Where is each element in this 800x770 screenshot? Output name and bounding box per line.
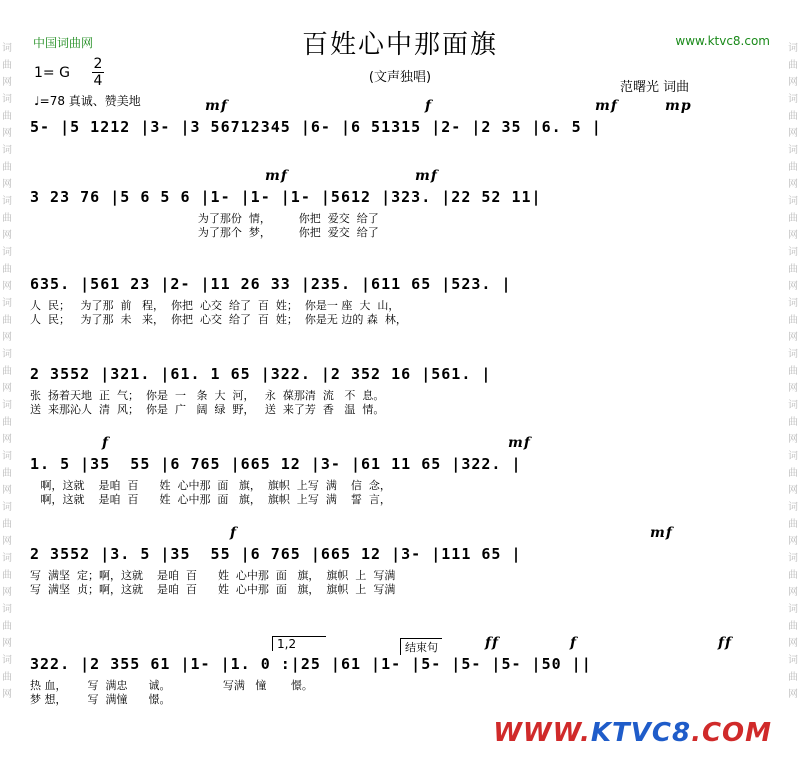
side-watermark-left: [0, 40, 14, 703]
notes-line: 5- |5 1212 |3- |3 56712345 |6- |6 51315 |2- |2 35 |6. 5 |: [30, 118, 602, 136]
side-char: 曲: [788, 111, 798, 122]
notes-line: 322. |2 355 61 |1- |1. 0 :|25 |61 |1- |5- |5- |5- |50 ||: [30, 655, 592, 673]
side-char: 曲: [788, 570, 798, 581]
lyric-line-2: 写 满坚 贞；啊，这就 是咱 百 姓 心中那 面 旗， 旗帜 上 写满: [30, 583, 396, 596]
side-char: 词: [2, 451, 12, 462]
side-char: 曲: [2, 672, 12, 683]
composer-credit: 范曙光 词曲: [620, 80, 690, 95]
side-char: 网: [788, 179, 798, 190]
side-char: 曲: [2, 60, 12, 71]
dynamic-mark: f: [570, 635, 578, 651]
side-char: 网: [2, 689, 12, 700]
side-char: 词: [788, 247, 798, 258]
song-title: 百姓心中那面旗: [301, 30, 498, 60]
side-char: 网: [2, 434, 12, 445]
side-char: 词: [788, 298, 798, 309]
side-char: 词: [788, 94, 798, 105]
notes-line: 3 23 76 |5 6 5 6 |1- |1- |1- |5612 |323. |22 52 11|: [30, 188, 542, 206]
dynamic-mark: mp: [665, 98, 692, 114]
site-name-left[interactable]: 中国词曲网: [33, 36, 94, 50]
side-char: 网: [788, 383, 798, 394]
lyric-line-1: 热 血， 写 满忠 诚。 写满 憧 憬。: [30, 679, 313, 692]
dynamic-mark: mf: [595, 98, 618, 114]
side-char: 曲: [788, 213, 798, 224]
tempo-marking: ♩=78 真诚、赞美地: [34, 94, 141, 108]
side-char: 网: [2, 281, 12, 292]
side-char: 曲: [2, 162, 12, 173]
song-subtitle: (文声独唱): [368, 70, 432, 85]
side-char: 网: [788, 536, 798, 547]
side-char: 词: [2, 247, 12, 258]
side-char: 曲: [788, 519, 798, 530]
side-char: 网: [788, 587, 798, 598]
lyric-line-2: 人 民； 为了那 未 来， 你把 心交 给了 百 姓； 你是无 边的 森 林，: [30, 313, 407, 326]
side-char: 网: [2, 587, 12, 598]
notes-line: 2 3552 |3. 5 |35 55 |6 765 |665 12 |3- |111 65 |: [30, 545, 522, 563]
lyric-line-1: 张 扬着天地 正 气； 你是 一 条 大 河， 永 葆那清 流 不 息。: [30, 389, 385, 402]
dynamic-mark: mf: [205, 98, 228, 114]
time-bottom: 4: [93, 73, 103, 89]
dynamic-mark: f: [230, 525, 238, 541]
side-char: 曲: [788, 264, 798, 275]
key-signature: 1= G: [34, 65, 70, 81]
lyric-line-2: 梦 想， 写 满憧 憬。: [30, 693, 171, 706]
lyric-line-2: 为了那个 梦， 你把 爱交 给了: [30, 226, 379, 239]
side-char: 词: [2, 604, 12, 615]
side-char: 词: [788, 400, 798, 411]
side-char: 网: [2, 179, 12, 190]
side-watermark-right: [786, 40, 800, 703]
side-char: 曲: [788, 417, 798, 428]
dynamic-mark: ff: [485, 635, 500, 651]
side-char: 词: [2, 145, 12, 156]
side-char: 词: [788, 43, 798, 54]
side-char: 网: [788, 434, 798, 445]
time-signature: [92, 56, 104, 89]
notes-line: 2 3552 |321. |61. 1 65 |322. |2 352 16 |561. |: [30, 365, 492, 383]
lyric-line-2: 啊，这就 是咱 百 姓 心中那 面 旗， 旗帜 上写 满 誓 言，: [30, 493, 391, 506]
side-char: 曲: [2, 570, 12, 581]
side-char: 词: [2, 655, 12, 666]
side-char: 曲: [2, 519, 12, 530]
time-top: 2: [93, 56, 103, 72]
ending-mark: 结束句: [400, 638, 442, 655]
side-char: 曲: [2, 417, 12, 428]
side-char: 词: [2, 553, 12, 564]
side-char: 网: [2, 230, 12, 241]
dynamic-mark: mf: [508, 435, 531, 451]
side-char: 网: [2, 128, 12, 139]
side-char: 曲: [2, 213, 12, 224]
dynamic-mark: mf: [415, 168, 438, 184]
side-char: 词: [788, 553, 798, 564]
side-char: 曲: [788, 468, 798, 479]
volta-mark: 1,2: [272, 636, 326, 651]
dynamic-mark: ff: [718, 635, 733, 651]
side-char: 网: [2, 77, 12, 88]
side-char: 网: [788, 128, 798, 139]
side-char: 词: [788, 196, 798, 207]
lyric-line-1: 人 民； 为了那 前 程， 你把 心交 给了 百 姓； 你是一 座 大 山，: [30, 299, 400, 312]
dynamic-mark: f: [425, 98, 433, 114]
side-char: 词: [2, 298, 12, 309]
side-char: 网: [2, 638, 12, 649]
lyric-line-1: 为了那份 情， 你把 爱交 给了: [30, 212, 379, 225]
side-char: 词: [788, 145, 798, 156]
dynamic-mark: mf: [265, 168, 288, 184]
side-char: 网: [788, 689, 798, 700]
side-char: 曲: [788, 621, 798, 632]
side-char: 曲: [2, 366, 12, 377]
lyric-line-1: 写 满坚 定；啊，这就 是咱 百 姓 心中那 面 旗， 旗帜 上 写满: [30, 569, 396, 582]
side-char: 曲: [788, 366, 798, 377]
side-char: 词: [2, 43, 12, 54]
side-char: 网: [2, 383, 12, 394]
side-char: 曲: [788, 162, 798, 173]
side-char: 曲: [2, 111, 12, 122]
side-char: 词: [788, 655, 798, 666]
side-char: 词: [788, 502, 798, 513]
side-char: 网: [2, 536, 12, 547]
side-char: 曲: [788, 672, 798, 683]
side-char: 词: [2, 349, 12, 360]
side-char: 词: [788, 604, 798, 615]
side-char: 词: [788, 451, 798, 462]
site-url-right[interactable]: www.ktvc8.com: [675, 34, 770, 48]
side-char: 网: [788, 638, 798, 649]
side-char: 网: [788, 281, 798, 292]
side-char: 曲: [788, 60, 798, 71]
side-char: 网: [788, 485, 798, 496]
side-char: 曲: [2, 264, 12, 275]
side-char: 网: [788, 332, 798, 343]
notes-line: 1. 5 |35 55 |6 765 |665 12 |3- |61 11 65 |322. |: [30, 455, 522, 473]
lyric-line-1: 啊，这就 是咱 百 姓 心中那 面 旗， 旗帜 上写 满 信 念，: [30, 479, 391, 492]
side-char: 网: [788, 77, 798, 88]
watermark-logo: WWW.KTVC8.COM: [493, 718, 772, 748]
side-char: 词: [2, 94, 12, 105]
side-char: 词: [788, 349, 798, 360]
side-char: 网: [2, 332, 12, 343]
notes-line: 635. |561 23 |2- |11 26 33 |235. |611 65 |523. |: [30, 275, 512, 293]
side-char: 曲: [2, 468, 12, 479]
side-char: 曲: [788, 315, 798, 326]
side-char: 词: [2, 196, 12, 207]
side-char: 曲: [2, 315, 12, 326]
lyric-line-2: 送 来那沁人 清 风； 你是 广 阔 绿 野， 送 来了芳 香 温 情。: [30, 403, 385, 416]
dynamic-mark: f: [102, 435, 110, 451]
side-char: 词: [2, 400, 12, 411]
side-char: 曲: [2, 621, 12, 632]
side-char: 网: [788, 230, 798, 241]
side-char: 网: [2, 485, 12, 496]
side-char: 词: [2, 502, 12, 513]
dynamic-mark: mf: [650, 525, 673, 541]
